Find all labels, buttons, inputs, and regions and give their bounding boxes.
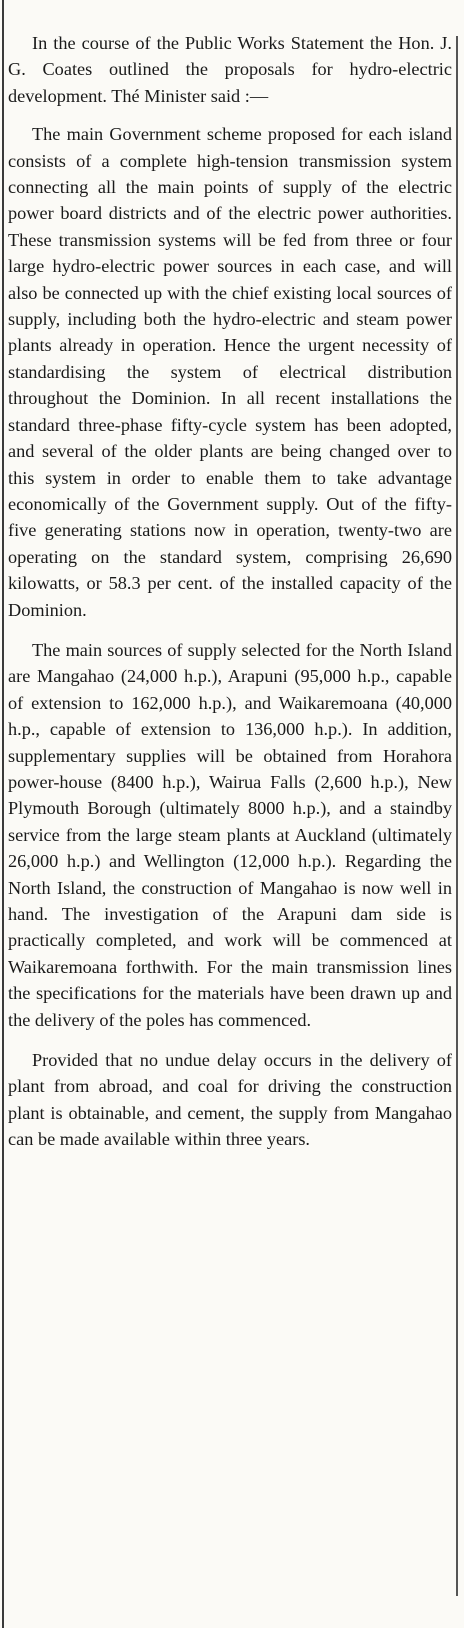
article-paragraph-scheme: The main Government scheme proposed for each island consists of a complete high-tension transmission system connecting all the main points of supply of the electric power board districts and of the electric power authorities. These transmission systems will be fed from three or four large hydro-electric power sources in each case, and will also be connected up with the chief existing local sources of supply, including both the hydro-electric and steam power plants already in operation. Hence the urgent necessity of standardising the system of electrical distribution throughout the Dominion. In all recent installations the standard three-phase fifty-cycle system has been adopted, and several of the older plants are being changed over to this system in order to enable them to take advantage economically of the Government supply. Out of the fifty-five generating stations now in operation, twenty-two are operating on the standard system, comprising 26,690 kilowatts, or 58.3 per cent. of the installed capacity of the Dominion.: [8, 124, 452, 620]
column-rule-left: [2, 0, 4, 1628]
article-paragraph-sources: The main sources of supply selected for the North Island are Mangahao (24,000 h.p.), Arapuni (95,000 h.p., capable of extension to 162,000 h.p.), and Waikaremoana (40,000 h.p., capable of extension to 136,000 h.p.). In addition, supplementary supplies will be obtained from Horahora power-house (8400 h.p.), Wairua Falls (2,600 h.p.), New Plymouth Borough (ultimately 8000 h.p.), and a staindby service from the large steam plants at Auckland (ultimately 26,000 h.p.) and Wellington (12,000 h.p.). Regarding the North Island, the construction of Mangahao is now well in hand. The investigation of the Arapuni dam side is practically completed, and work will be commenced at Waikaremoana forthwith. For the main transmission lines the specifications for the materials have been drawn up and the delivery of the poles has commenced.: [8, 639, 452, 1030]
article-paragraph-timeline: Provided that no undue delay occurs in the delivery of plant from abroad, and coal for driving the construction plant is obtainable, and cement, the supply from Mangahao can be made available within three years.: [8, 1050, 452, 1150]
column-rule-right: [456, 36, 458, 1596]
article-paragraph-intro: In the course of the Public Works Statement the Hon. J. G. Coates outlined the proposals for hydro-electric development. Thé Minister said :—: [8, 33, 452, 106]
article-column: [8, 30, 452, 1153]
